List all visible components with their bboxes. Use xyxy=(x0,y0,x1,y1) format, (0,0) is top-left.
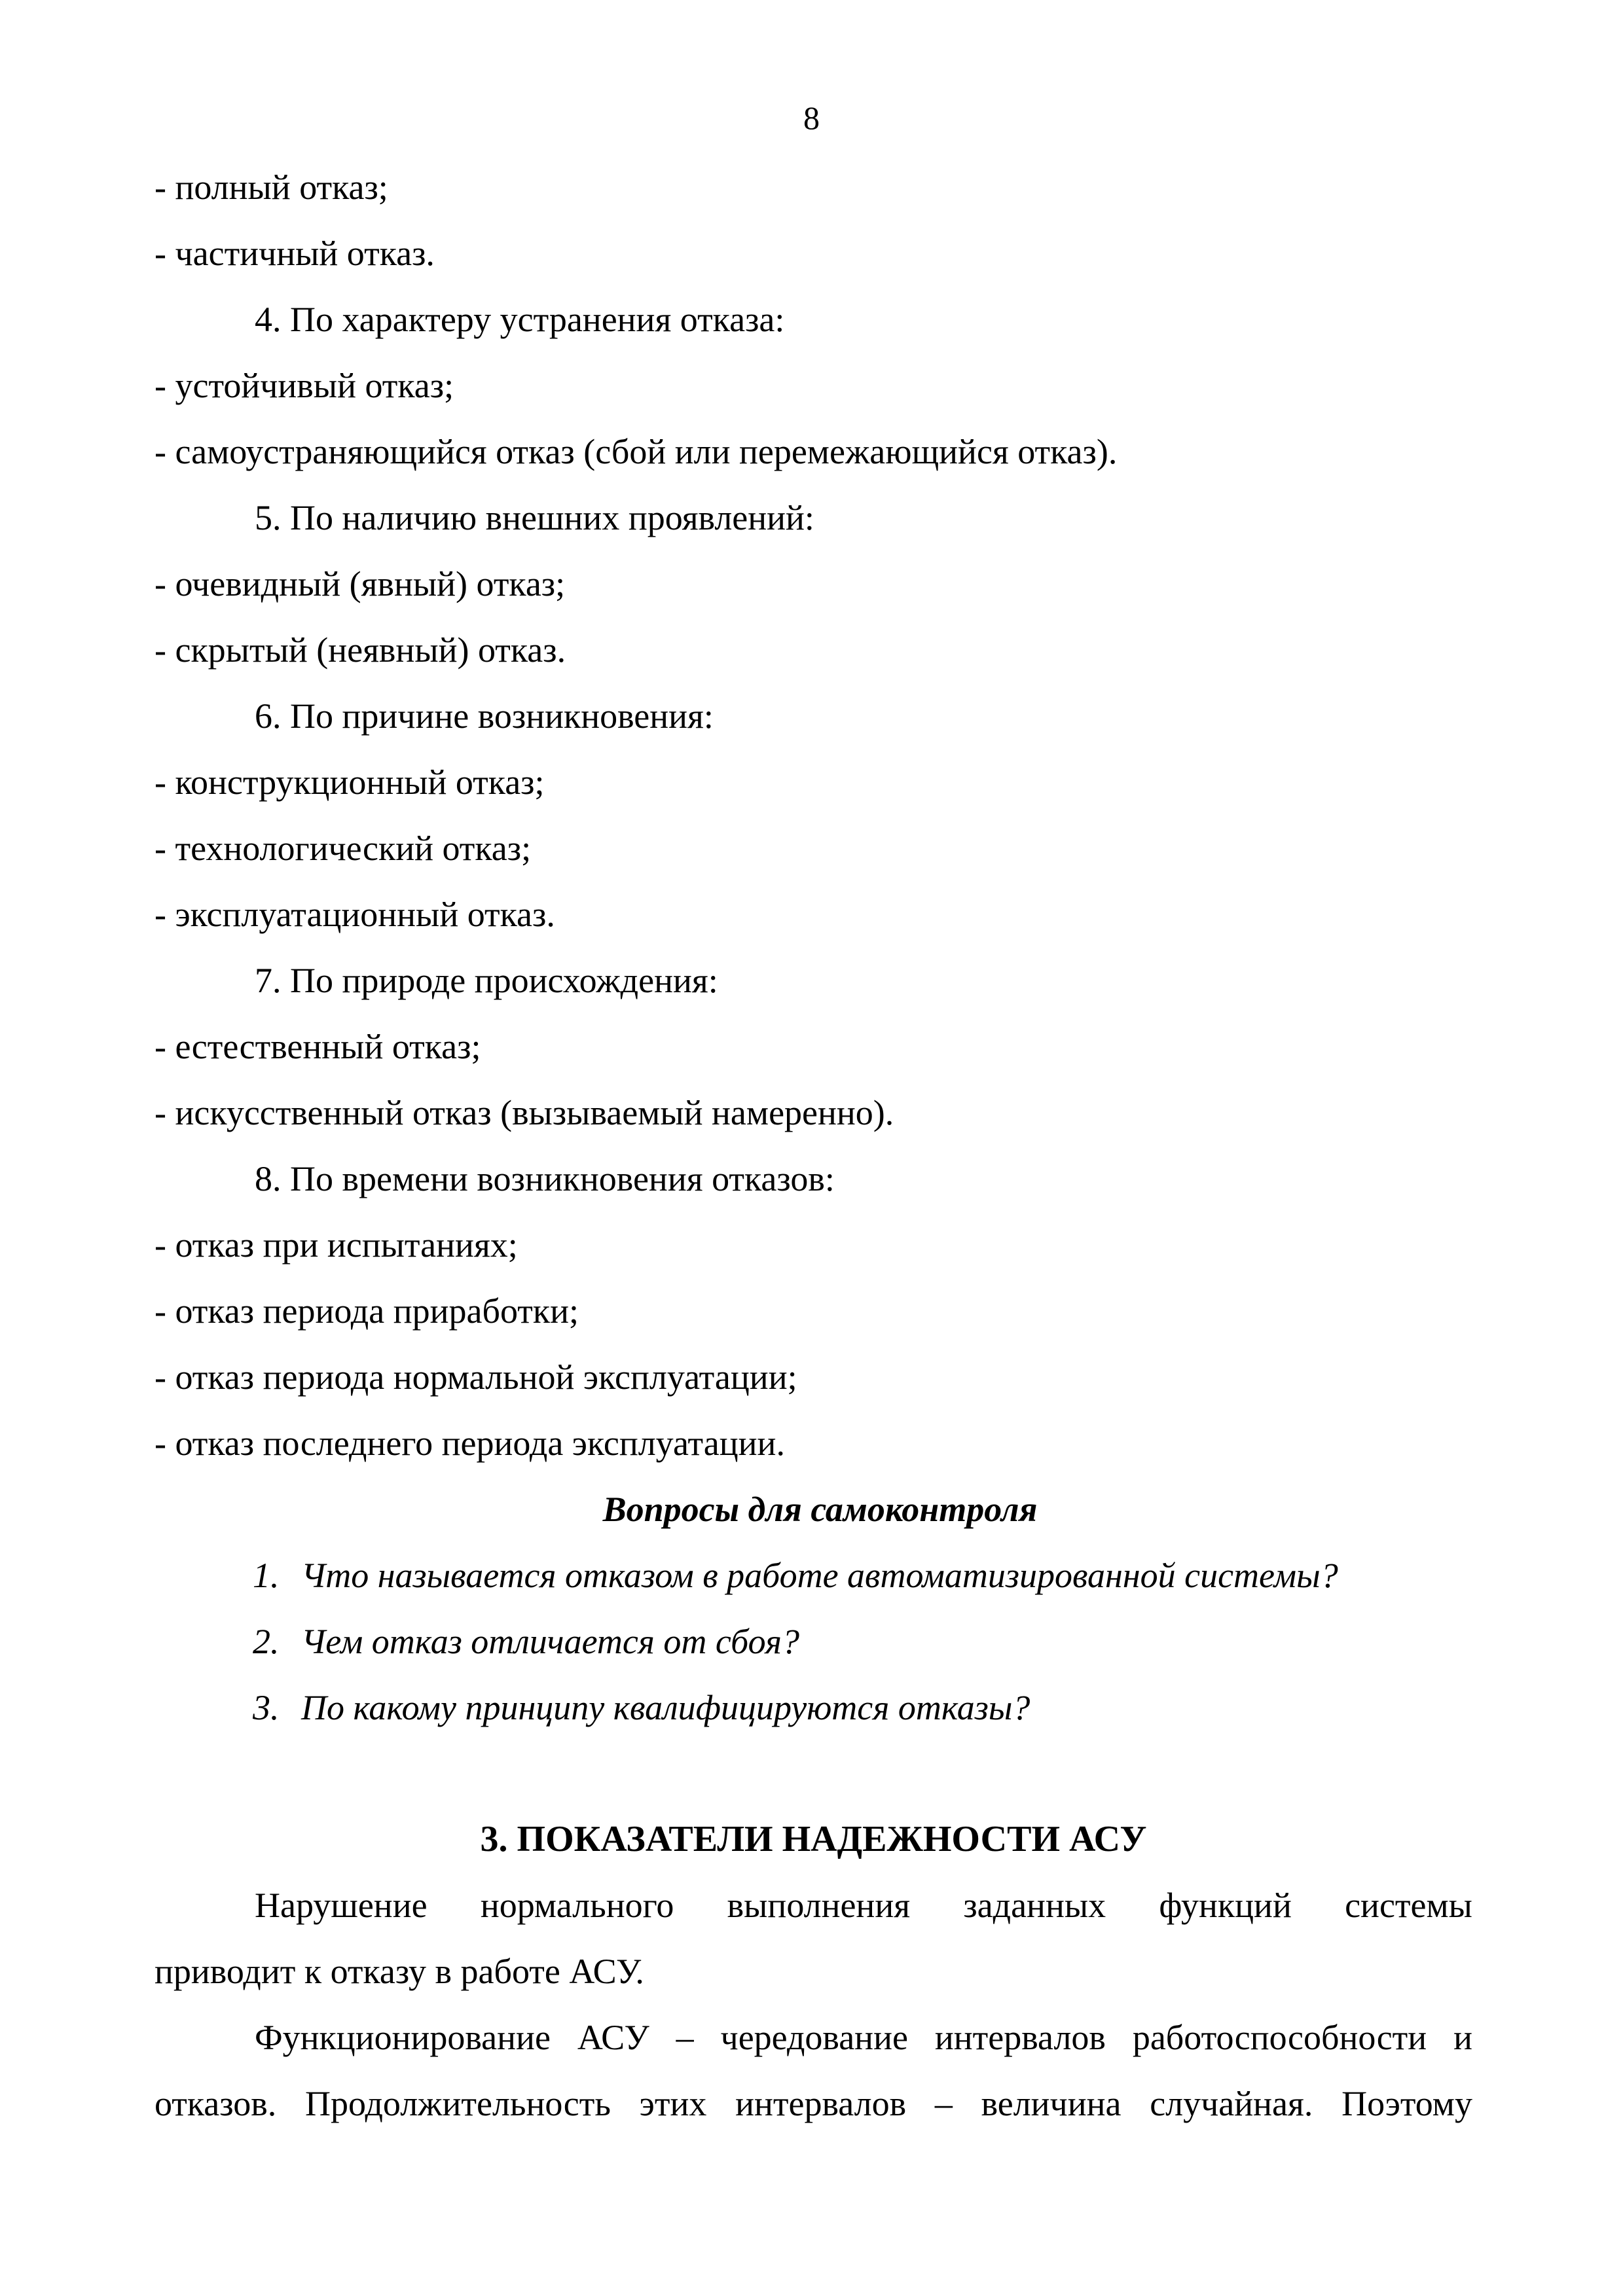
word: этих xyxy=(639,2084,707,2123)
list-item: - искусственный отказ (вызываемый намеренно). xyxy=(155,1093,894,1132)
classification-heading-5: 5. По наличию внешних проявлений: xyxy=(255,498,814,537)
classification-heading-4: 4. По характеру устранения отказа: xyxy=(255,300,785,339)
question-item xyxy=(155,1609,1472,1675)
list-item: - скрытый (неявный) отказ. xyxy=(155,630,566,670)
paragraph-2-line-2 xyxy=(155,2071,1472,2137)
list-item: - отказ периода нормальной эксплуатации; xyxy=(155,1357,797,1397)
question-text: По какому принципу квалифицируются отказы? xyxy=(301,1688,1030,1727)
list-item: - устойчивый отказ; xyxy=(155,366,454,405)
page-content xyxy=(155,154,1472,2137)
word: нормального xyxy=(480,1886,674,1925)
section-spacer xyxy=(155,1741,1472,1806)
word: Продолжительность xyxy=(305,2084,611,2123)
word: Нарушение xyxy=(255,1886,428,1925)
list-item: - полный отказ; xyxy=(155,168,388,207)
list-item: - эксплуатационный отказ. xyxy=(155,895,555,934)
question-number: 1. xyxy=(253,1556,280,1595)
paragraph-2-line-1: Функционирование АСУ – чередование интервалов работоспособности и xyxy=(255,2018,1472,2057)
list-item: - конструкционный отказ; xyxy=(155,762,545,802)
question-number: 3. xyxy=(253,1688,280,1727)
word: выполнения xyxy=(727,1886,911,1925)
paragraph-2 xyxy=(155,2005,1472,2137)
question-text: Чем отказ отличается от сбоя? xyxy=(301,1622,799,1661)
word: Поэтому xyxy=(1341,2084,1472,2123)
list-item: - очевидный (явный) отказ; xyxy=(155,564,566,603)
question-item xyxy=(155,1543,1472,1609)
page-number: 8 xyxy=(803,99,820,136)
classification-heading-7: 7. По природе происхождения: xyxy=(255,961,718,1000)
list-item: - самоустраняющийся отказ (сбой или перемежающийся отказ). xyxy=(155,432,1118,471)
word: системы xyxy=(1345,1886,1472,1925)
word: случайная. xyxy=(1150,2084,1313,2123)
question-number: 2. xyxy=(253,1622,280,1661)
paragraph-1 xyxy=(155,1873,1472,2005)
self-check-title: Вопросы для самоконтроля xyxy=(602,1490,1038,1529)
list-item: - отказ периода приработки; xyxy=(155,1291,579,1331)
classification-heading-6: 6. По причине возникновения: xyxy=(255,696,714,736)
list-item: - технологический отказ; xyxy=(155,829,532,868)
classification-heading-8: 8. По времени возникновения отказов: xyxy=(255,1159,835,1198)
list-item: - частичный отказ. xyxy=(155,234,435,273)
word: отказов. xyxy=(155,2084,277,2123)
word: величина xyxy=(981,2084,1122,2123)
word: – xyxy=(934,2084,953,2123)
paragraph-1-line-1 xyxy=(155,1873,1472,1939)
paragraph-1-line-2: приводит к отказу в работе АСУ. xyxy=(155,1952,644,1991)
list-item: - отказ последнего периода эксплуатации. xyxy=(155,1424,785,1463)
word: интервалов xyxy=(735,2084,907,2123)
question-text: Что называется отказом в работе автоматизированной системы? xyxy=(301,1556,1338,1595)
list-item: - отказ при испытаниях; xyxy=(155,1225,518,1265)
section-title: 3. ПОКАЗАТЕЛИ НАДЕЖНОСТИ АСУ xyxy=(480,1819,1147,1859)
question-item xyxy=(155,1675,1472,1741)
word: заданных xyxy=(963,1886,1106,1925)
word: функций xyxy=(1159,1886,1292,1925)
list-item: - естественный отказ; xyxy=(155,1027,481,1066)
